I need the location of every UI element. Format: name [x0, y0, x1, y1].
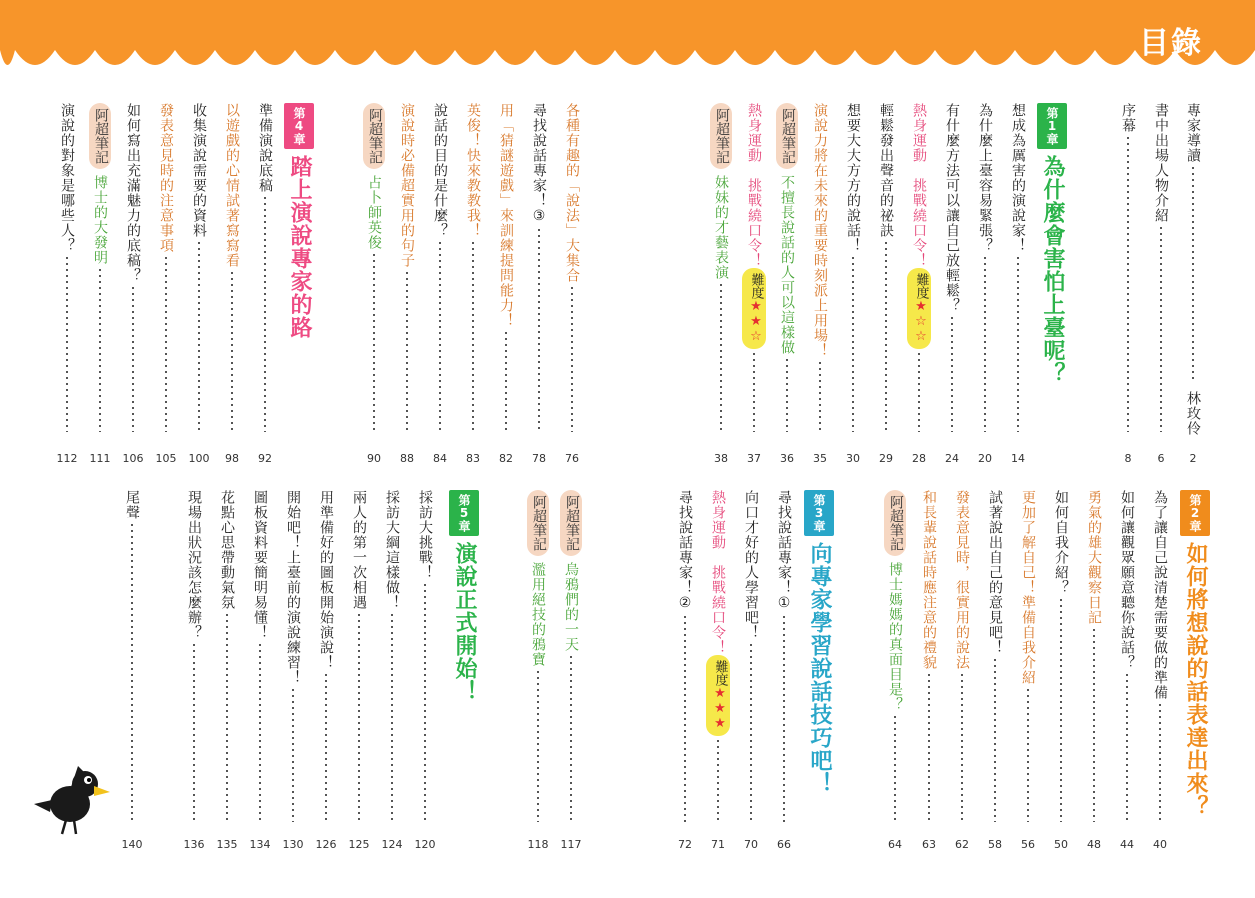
chapter-badge: 第1章 — [1037, 103, 1067, 149]
dot-leader — [358, 614, 360, 822]
toc-entry-title: 向口才好的人學習吧！ — [743, 490, 759, 640]
toc-entry[interactable] — [561, 103, 583, 440]
toc-entry[interactable] — [183, 490, 205, 830]
toc-entry[interactable] — [1083, 490, 1105, 830]
page-number: 2 — [1189, 452, 1197, 465]
toc-entry[interactable] — [740, 490, 762, 830]
toc-entry-title: 不擅長說話的人可以這樣做 — [779, 175, 795, 355]
toc-entry-title: 熱身運動 挑戰繞口令！ — [911, 103, 927, 268]
page-number: 136 — [183, 838, 205, 851]
page-number: 84 — [433, 452, 447, 465]
toc-entry-title: 說話的目的是什麼？ — [432, 103, 448, 238]
toc-entry-title: 採訪大挑戰！ — [417, 490, 433, 580]
toc-entry-title: 熱身運動 挑戰繞口令！ — [710, 490, 726, 655]
toc-entry[interactable] — [809, 103, 831, 440]
dot-leader — [259, 644, 261, 822]
dot-leader — [1160, 227, 1162, 432]
toc-entry[interactable] — [122, 103, 144, 440]
page-number: 6 — [1157, 452, 1165, 465]
page-number: 98 — [225, 452, 239, 465]
dot-leader — [325, 674, 327, 822]
chapter-title: 如何將想說的話表達出來？ — [1183, 542, 1208, 818]
toc-entry[interactable] — [1117, 103, 1139, 440]
toc-entry-title: 勇氣的雄大觀察日記 — [1086, 490, 1102, 625]
page-number: 82 — [499, 452, 513, 465]
note-label: 阿超筆記 — [884, 490, 906, 556]
toc-entry[interactable] — [188, 103, 210, 440]
chapter-badge: 第2章 — [1180, 490, 1210, 536]
chapter-header — [449, 490, 479, 703]
page-number: 106 — [122, 452, 144, 465]
dot-leader — [783, 616, 785, 822]
dot-leader — [1017, 257, 1019, 432]
dot-leader — [165, 257, 167, 432]
dot-leader — [131, 524, 133, 822]
page-number: 28 — [912, 452, 926, 465]
page-number: 72 — [678, 838, 692, 851]
difficulty-badge: 難度★☆☆ — [907, 268, 931, 349]
toc-entry-title: 占卜師英俊 — [366, 175, 382, 250]
dot-leader — [1093, 629, 1095, 822]
dot-leader — [894, 716, 896, 822]
dot-leader — [505, 332, 507, 432]
chapter-title: 向專家學習說話技巧吧！ — [807, 542, 832, 795]
dot-leader — [961, 674, 963, 822]
author-name: 林玫伶 — [1185, 391, 1201, 436]
dot-leader — [424, 584, 426, 822]
toc-entry[interactable] — [56, 103, 78, 440]
toc-entry[interactable] — [560, 490, 582, 830]
toc-entry-title: 用「猜謎遊戲」來訓練提問能力！ — [498, 103, 514, 328]
toc-entry[interactable] — [121, 490, 143, 830]
page-number: 71 — [711, 838, 725, 851]
toc-entry[interactable] — [1017, 490, 1039, 830]
toc-entry[interactable] — [282, 490, 304, 830]
dot-leader — [1159, 704, 1161, 822]
toc-entry[interactable] — [710, 103, 732, 440]
page-number: 92 — [258, 452, 272, 465]
dot-leader — [66, 257, 68, 432]
chapter-header — [804, 490, 834, 795]
chapter-header — [1180, 490, 1210, 818]
dot-leader — [537, 671, 539, 822]
dot-leader — [951, 317, 953, 432]
note-label: 阿超筆記 — [560, 490, 582, 556]
page-number: 130 — [282, 838, 304, 851]
chapter-title: 為什麼會害怕上臺呢？ — [1040, 155, 1065, 385]
dot-leader — [292, 689, 294, 822]
toc-entry[interactable] — [396, 103, 418, 440]
toc-entry[interactable] — [875, 103, 897, 440]
toc-entry[interactable] — [528, 103, 550, 440]
page-number: 63 — [922, 838, 936, 851]
toc-entry-title: 發表意見時，很實用的說法 — [954, 490, 970, 670]
toc-entry[interactable] — [216, 490, 238, 830]
toc-entry-title: 序幕 — [1120, 103, 1136, 133]
page-number: 112 — [56, 452, 78, 465]
dot-leader — [132, 287, 134, 432]
header-banner — [0, 0, 1255, 80]
difficulty-badge: 難度★★★ — [706, 655, 730, 736]
chapter-title: 踏上演說專家的路 — [287, 155, 312, 339]
dot-leader — [391, 614, 393, 822]
toc-entry[interactable] — [414, 490, 436, 830]
toc-entry-title: 尾聲 — [124, 490, 140, 520]
dot-leader — [231, 272, 233, 432]
toc-entry[interactable] — [951, 490, 973, 830]
page-number: 111 — [89, 452, 111, 465]
page-title: 目錄 — [1139, 26, 1203, 61]
toc-entry-title: 發表意見時的注意事項 — [158, 103, 174, 253]
toc-entry[interactable] — [1050, 490, 1072, 830]
page-number: 29 — [879, 452, 893, 465]
dot-leader — [571, 287, 573, 432]
toc-entry[interactable] — [674, 490, 696, 830]
page-number: 40 — [1153, 838, 1167, 851]
toc-entry[interactable] — [707, 490, 729, 830]
toc-entry-title: 為什麼上臺容易緊張？ — [977, 103, 993, 253]
page-number: 105 — [155, 452, 177, 465]
page-number: 70 — [744, 838, 758, 851]
dot-leader — [1126, 674, 1128, 822]
toc-entry-title: 尋找說話專家！① — [776, 490, 792, 612]
dot-leader — [193, 644, 195, 822]
toc-entry[interactable] — [1150, 103, 1172, 440]
toc-entry-title: 試著說出自己的意見吧！ — [987, 490, 1003, 655]
page-number: 124 — [381, 838, 403, 851]
toc-entry-title: 輕鬆發出聲音的祕訣 — [878, 103, 894, 238]
toc-entry[interactable] — [773, 490, 795, 830]
page-number: 125 — [348, 838, 370, 851]
page-number: 35 — [813, 452, 827, 465]
page-number: 30 — [846, 452, 860, 465]
dot-leader — [264, 197, 266, 432]
toc-entry-title: 如何自我介紹？ — [1053, 490, 1069, 595]
dot-leader — [928, 674, 930, 822]
toc-entry-title: 想要大大方方的說話！ — [845, 103, 861, 253]
page-number: 44 — [1120, 838, 1134, 851]
toc-entry[interactable] — [918, 490, 940, 830]
page-number: 58 — [988, 838, 1002, 851]
toc-entry[interactable] — [776, 103, 798, 440]
toc-entry-title: 想成為厲害的演說家！ — [1010, 103, 1026, 253]
note-label: 阿超筆記 — [527, 490, 549, 556]
page-number: 48 — [1087, 838, 1101, 851]
chapter-badge: 第3章 — [804, 490, 834, 536]
toc-entry-title: 熱身運動 挑戰繞口令！ — [746, 103, 762, 268]
toc-entry[interactable] — [315, 490, 337, 830]
page-number: 90 — [367, 452, 381, 465]
page-number: 20 — [978, 452, 992, 465]
page-number: 38 — [714, 452, 728, 465]
dot-leader — [439, 242, 441, 432]
dot-leader — [1127, 137, 1129, 432]
toc-entry-title: 各種有趣的「說法」大集合 — [564, 103, 580, 283]
toc-entry[interactable] — [1149, 490, 1171, 830]
toc-entry-title: 兩人的第一次相遇 — [351, 490, 367, 610]
toc-entry[interactable] — [363, 103, 385, 440]
toc-entry[interactable] — [429, 103, 451, 440]
toc-entry[interactable] — [221, 103, 243, 440]
dot-leader — [538, 229, 540, 432]
toc-entry-title: 收集演說需要的資料 — [191, 103, 207, 238]
dot-leader — [373, 254, 375, 432]
toc-entry-title: 開始吧！上臺前的演說練習！ — [285, 490, 301, 685]
toc-entry-title: 濫用絕技的鴉寶 — [530, 562, 546, 667]
note-label: 阿超筆記 — [710, 103, 732, 169]
dot-leader — [570, 656, 572, 822]
dot-leader — [720, 284, 722, 432]
toc-entry-title: 有什麼方法可以讓自己放輕鬆？ — [944, 103, 960, 313]
toc-entry[interactable] — [155, 103, 177, 440]
dot-leader — [984, 257, 986, 432]
toc-entry-title: 演說力將在未來的重要時刻派上用場！ — [812, 103, 828, 358]
dot-leader — [918, 353, 920, 432]
dot-leader — [472, 242, 474, 432]
page-number: 56 — [1021, 838, 1035, 851]
toc-entry-title: 準備演說底稿 — [257, 103, 273, 193]
scalloped-banner — [0, 0, 1255, 80]
dot-leader — [406, 272, 408, 432]
page-number: 126 — [315, 838, 337, 851]
toc-entry[interactable] — [348, 490, 370, 830]
page-number: 140 — [121, 838, 143, 851]
dot-leader — [684, 616, 686, 822]
page-number: 66 — [777, 838, 791, 851]
page-number: 62 — [955, 838, 969, 851]
toc-entry-title: 演說的對象是哪些人？ — [59, 103, 75, 253]
toc-entry-title: 專家導讀 — [1185, 103, 1201, 163]
toc-entry[interactable] — [254, 103, 276, 440]
toc-entry[interactable] — [842, 103, 864, 440]
dot-leader — [885, 242, 887, 432]
toc-entry[interactable] — [884, 490, 906, 830]
page-number: 134 — [249, 838, 271, 851]
chapter-title: 演說正式開始！ — [452, 542, 477, 703]
note-label: 阿超筆記 — [89, 103, 111, 169]
toc-entry-title: 圖板資料要簡明易懂！ — [252, 490, 268, 640]
toc-entry[interactable] — [1007, 103, 1029, 440]
toc-entry-title: 妹妹的才藝表演 — [713, 175, 729, 280]
page-number: 78 — [532, 452, 546, 465]
page-number: 36 — [780, 452, 794, 465]
toc-entry-title: 英俊！快來教教我！ — [465, 103, 481, 238]
page-number: 8 — [1124, 452, 1132, 465]
toc-entry[interactable] — [984, 490, 1006, 830]
dot-leader — [994, 659, 996, 822]
page-number: 88 — [400, 452, 414, 465]
dot-leader — [819, 362, 821, 432]
page-number: 118 — [527, 838, 549, 851]
page-number: 37 — [747, 452, 761, 465]
toc-entry[interactable] — [249, 490, 271, 830]
dot-leader — [99, 269, 101, 432]
page-number: 64 — [888, 838, 902, 851]
toc-entry[interactable] — [1182, 103, 1204, 440]
chapter-badge: 第5章 — [449, 490, 479, 536]
toc-entry-title: 如何寫出充滿魅力的底稿？ — [125, 103, 141, 283]
page-number: 50 — [1054, 838, 1068, 851]
toc-entry-title: 花點心思帶動氣氛 — [219, 490, 235, 610]
toc-entry-title: 採訪大綱這樣做！ — [384, 490, 400, 610]
chapter-badge: 第4章 — [284, 103, 314, 149]
toc-entry-title: 尋找說話專家！③ — [531, 103, 547, 225]
toc-entry-title: 尋找說話專家！② — [677, 490, 693, 612]
note-label: 阿超筆記 — [776, 103, 798, 169]
toc-entry-title: 和長輩說話時應注意的禮貌 — [921, 490, 937, 670]
toc-entry-title: 以遊戲的心情試著寫寫看 — [224, 103, 240, 268]
page-number: 120 — [414, 838, 436, 851]
page-number: 100 — [188, 452, 210, 465]
page-number: 24 — [945, 452, 959, 465]
chapter-header — [1037, 103, 1067, 385]
difficulty-badge: 難度★★☆ — [742, 268, 766, 349]
toc-entry-title: 用準備好的圖板開始演說！ — [318, 490, 334, 670]
dot-leader — [198, 242, 200, 432]
toc-entry-title: 現場出狀況該怎麼辦？ — [186, 490, 202, 640]
dot-leader — [753, 353, 755, 432]
page-number: 83 — [466, 452, 480, 465]
page-number: 117 — [560, 838, 582, 851]
dot-leader — [786, 359, 788, 432]
page-number: 135 — [216, 838, 238, 851]
chapter-header — [284, 103, 314, 339]
toc-entry[interactable] — [527, 490, 549, 830]
note-label: 阿超筆記 — [363, 103, 385, 169]
dot-leader — [226, 614, 228, 822]
page-number: 14 — [1011, 452, 1025, 465]
toc-entry[interactable] — [1116, 490, 1138, 830]
dot-leader — [852, 257, 854, 432]
toc-entry-title: 演說時必備超實用的句子 — [399, 103, 415, 268]
dot-leader — [750, 644, 752, 822]
toc-entry-title: 書中出場人物介紹 — [1153, 103, 1169, 223]
dot-leader — [1027, 689, 1029, 822]
crow-illustration — [30, 760, 112, 838]
toc-entry-title: 博士媽媽的真面目是？ — [887, 562, 903, 712]
toc-entry-title: 如何讓觀眾願意聽你說話？ — [1119, 490, 1135, 670]
toc-entry-title: 烏鴉們的一天 — [563, 562, 579, 652]
toc-entry[interactable] — [89, 103, 111, 440]
page-number: 76 — [565, 452, 579, 465]
toc-entry[interactable] — [495, 103, 517, 440]
toc-entry-title: 博士的大發明 — [92, 175, 108, 265]
dot-leader — [1060, 599, 1062, 822]
toc-entry[interactable] — [462, 103, 484, 440]
toc-entry[interactable] — [743, 103, 765, 440]
toc-entry-title: 為了讓自己說清楚需要做的準備 — [1152, 490, 1168, 700]
toc-entry[interactable] — [381, 490, 403, 830]
toc-entry[interactable] — [908, 103, 930, 440]
toc-entry-title: 更加了解自己！準備自我介紹 — [1020, 490, 1036, 685]
toc-entry[interactable] — [941, 103, 963, 440]
dot-leader — [1192, 167, 1194, 383]
dot-leader — [717, 740, 719, 822]
toc-entry[interactable] — [974, 103, 996, 440]
